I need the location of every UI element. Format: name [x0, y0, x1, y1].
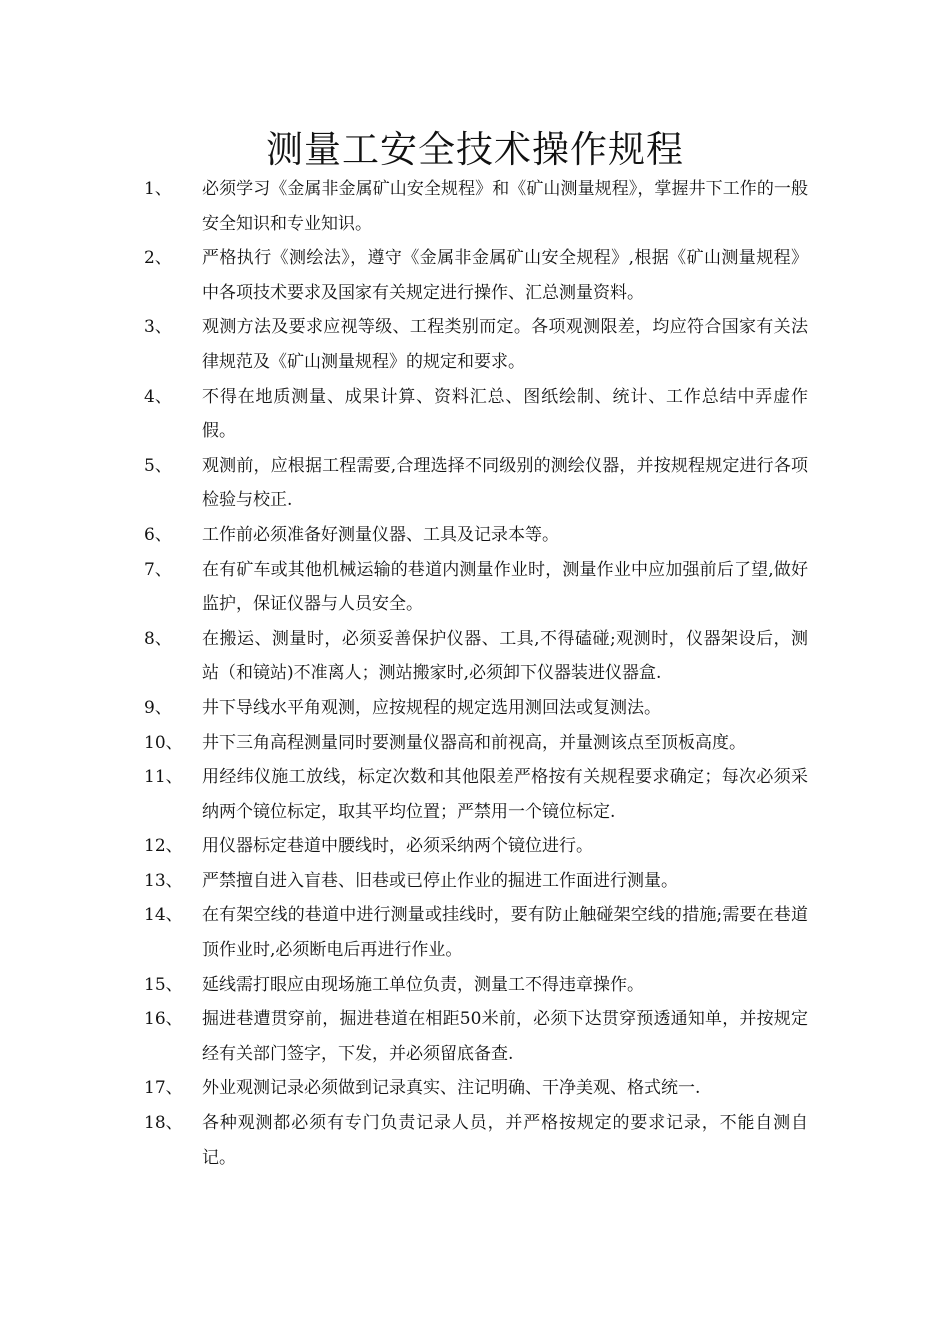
- rule-text: 必须学习《金属非金属矿山安全规程》和《矿山测量规程》，掌握井下工作的一般安全知识和专业知识。: [202, 179, 808, 234]
- rule-item: [0, 449, 950, 518]
- rule-item: [0, 172, 950, 241]
- rule-text: 不得在地质测量、成果计算、资料汇总、图纸绘制、统计、工作总结中弄虚作假。: [202, 386, 808, 442]
- rule-number: 10、: [144, 732, 183, 753]
- rule-item: [0, 1071, 950, 1106]
- rule-number: 18、: [144, 1113, 183, 1134]
- rule-text: 观测前，应根据工程需要,合理选择不同级别的测绘仪器，并按规程规定进行各项检验与校正.: [202, 455, 808, 511]
- rule-text: 井下三角高程测量同时要测量仪器高和前视高，并量测该点至顶板高度。: [202, 732, 746, 753]
- rule-item: [0, 380, 950, 449]
- rule-number: 15、: [144, 974, 183, 995]
- rule-number: 2、: [144, 248, 172, 269]
- rule-number: 6、: [144, 524, 172, 545]
- rule-number: 8、: [144, 628, 172, 649]
- rule-item: [0, 553, 950, 622]
- rule-item: [0, 691, 950, 726]
- rule-text: 用仪器标定巷道中腰线时，必须采纳两个镜位进行。: [202, 836, 593, 857]
- rule-number: 13、: [144, 870, 183, 891]
- rule-text: 在有矿车或其他机械运输的巷道内测量作业时，测量作业中应加强前后了望,做好监护，保证仪器与人员安全。: [202, 559, 808, 615]
- rule-number: 11、: [144, 767, 183, 788]
- rule-text: 井下导线水平角观测，应按规程的规定选用测回法或复测法。: [202, 697, 661, 718]
- rule-number: 3、: [144, 317, 172, 338]
- rule-item: [0, 898, 950, 967]
- rule-item: [0, 622, 950, 691]
- rule-item: [0, 760, 950, 829]
- rule-text: 延线需打眼应由现场施工单位负责，测量工不得违章操作。: [202, 974, 644, 995]
- rule-item: [0, 241, 950, 310]
- rule-text: 严禁擅自进入盲巷、旧巷或已停止作业的掘进工作面进行测量。: [202, 870, 678, 891]
- rule-number: 9、: [144, 697, 172, 718]
- rule-text: 严格执行《测绘法》，遵守《金属非金属矿山安全规程》,根据《矿山测量规程》中各项技术要求及国家有关规定进行操作、汇总测量资料。: [202, 248, 808, 303]
- rule-item: [0, 726, 950, 761]
- rule-text: 用经纬仪施工放线，标定次数和其他限差严格按有关规程要求确定；每次必须采纳两个镜位标定，取其平均位置；严禁用一个镜位标定.: [202, 767, 808, 822]
- rule-text: 各种观测都必须有专门负责记录人员，并严格按规定的要求记录，不能自测自记。: [202, 1113, 808, 1168]
- rules-list: [0, 172, 950, 1175]
- rule-text: 外业观测记录必须做到记录真实、注记明确、干净美观、格式统一.: [202, 1078, 701, 1099]
- rule-item: [0, 1002, 950, 1071]
- rule-number: 1、: [144, 179, 172, 199]
- rule-item: [0, 829, 950, 864]
- rule-text: 在搬运、测量时，必须妥善保护仪器、工具,不得磕碰;观测时，仪器架设后，测站（和镜站)不准离人；测站搬家时,必须卸下仪器装进仪器盒.: [202, 628, 808, 684]
- rule-text: 工作前必须准备好测量仪器、工具及记录本等。: [202, 524, 559, 545]
- rule-number: 4、: [144, 386, 172, 407]
- rule-text: 掘进巷遭贯穿前，掘进巷道在相距50米前，必须下达贯穿预透通知单，并按规定经有关部门签字，下发，并必须留底备查.: [202, 1009, 808, 1064]
- rule-number: 14、: [144, 905, 183, 926]
- rule-number: 17、: [144, 1078, 183, 1099]
- rule-item: [0, 1106, 950, 1175]
- document-title: 测量工安全技术操作规程: [266, 128, 684, 171]
- rule-number: 12、: [144, 836, 183, 857]
- rule-item: [0, 864, 950, 899]
- rule-item: [0, 968, 950, 1003]
- rule-text: 观测方法及要求应视等级、工程类别而定。各项观测限差，均应符合国家有关法律规范及《矿山测量规程》的规定和要求。: [202, 317, 808, 372]
- rule-number: 5、: [144, 455, 172, 476]
- rule-number: 7、: [144, 559, 172, 580]
- rule-item: [0, 310, 950, 379]
- rule-number: 16、: [144, 1009, 183, 1030]
- rule-item: [0, 518, 950, 553]
- rule-text: 在有架空线的巷道中进行测量或挂线时，要有防止触碰架空线的措施;需要在巷道顶作业时,必须断电后再进行作业。: [202, 905, 808, 961]
